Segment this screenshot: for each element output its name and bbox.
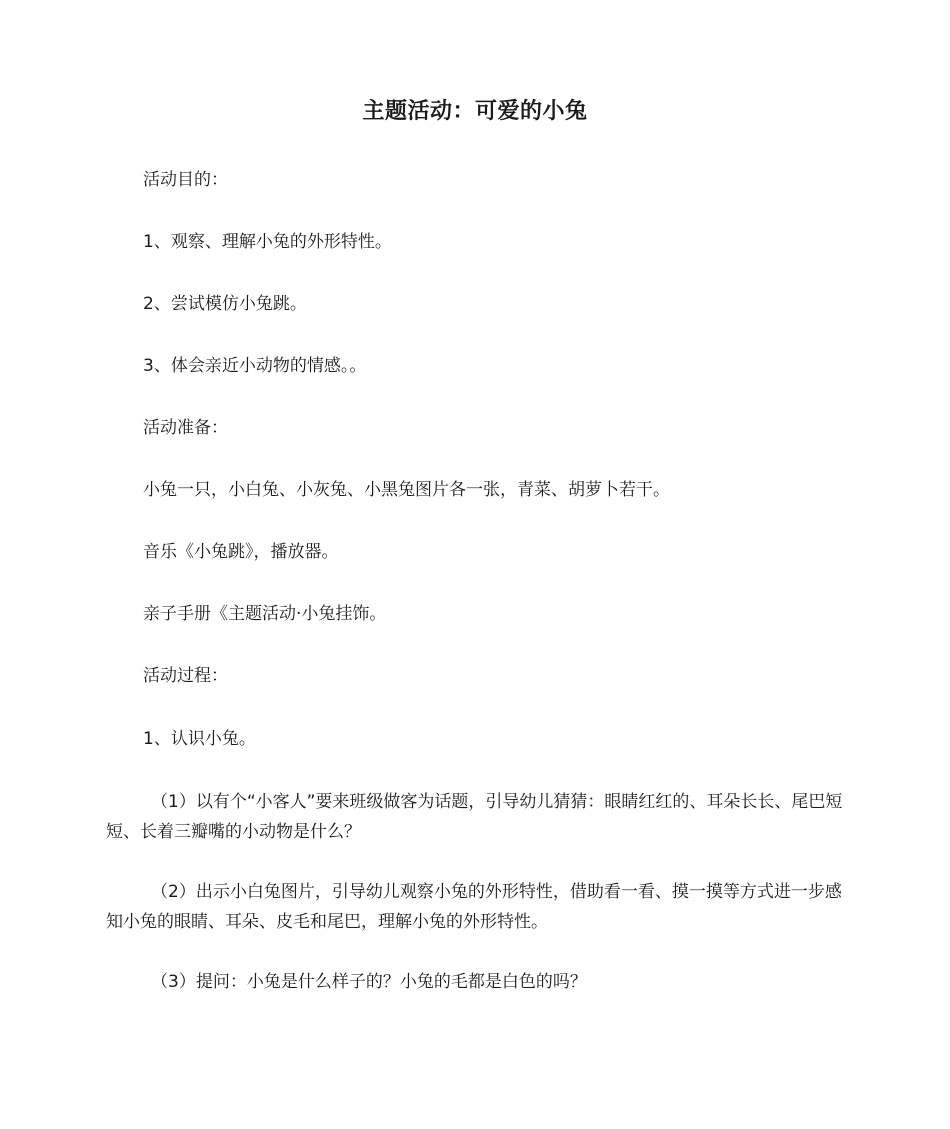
process-paragraph-3: （3）提问：小兔是什么样子的？小兔的毛都是白色的吗？ [151,972,587,992]
preparation-item-materials: 小兔一只，小白兔、小灰兔、小黑兔图片各一张，青菜、胡萝卜若干。 [143,480,670,500]
process-paragraph-2: （2）出示小白兔图片，引导幼儿观察小兔的外形特性，借助看一看、摸一摸等方式进一步感知小兔的眼睛、耳朵、皮毛和尾巴，理解小兔的外形特性。 [106,882,842,932]
preparation-item-handbook: 亲子手册《主题活动·小兔挂饰。 [143,604,387,624]
section-heading-preparation: 活动准备： [143,418,228,438]
process-paragraph-1: （1）以有个“小客人”要来班级做客为话题，引导幼儿猜猜：眼睛红红的、耳朵长长、尾巴短短、长着三瓣嘴的小动物是什么？ [106,792,843,842]
process-step-1: 1、认识小兔。 [143,729,256,749]
goal-item-2: 2、尝试模仿小兔跳。 [143,294,307,314]
goal-item-1: 1、观察、理解小兔的外形特性。 [143,232,392,252]
section-heading-process: 活动过程： [143,666,228,686]
preparation-item-music: 音乐《小兔跳》，播放器。 [143,542,339,562]
page-title: 主题活动：可爱的小兔 [362,99,588,124]
section-heading-goals: 活动目的： [143,170,228,190]
goal-item-3: 3、体会亲近小动物的情感。。 [143,356,367,376]
